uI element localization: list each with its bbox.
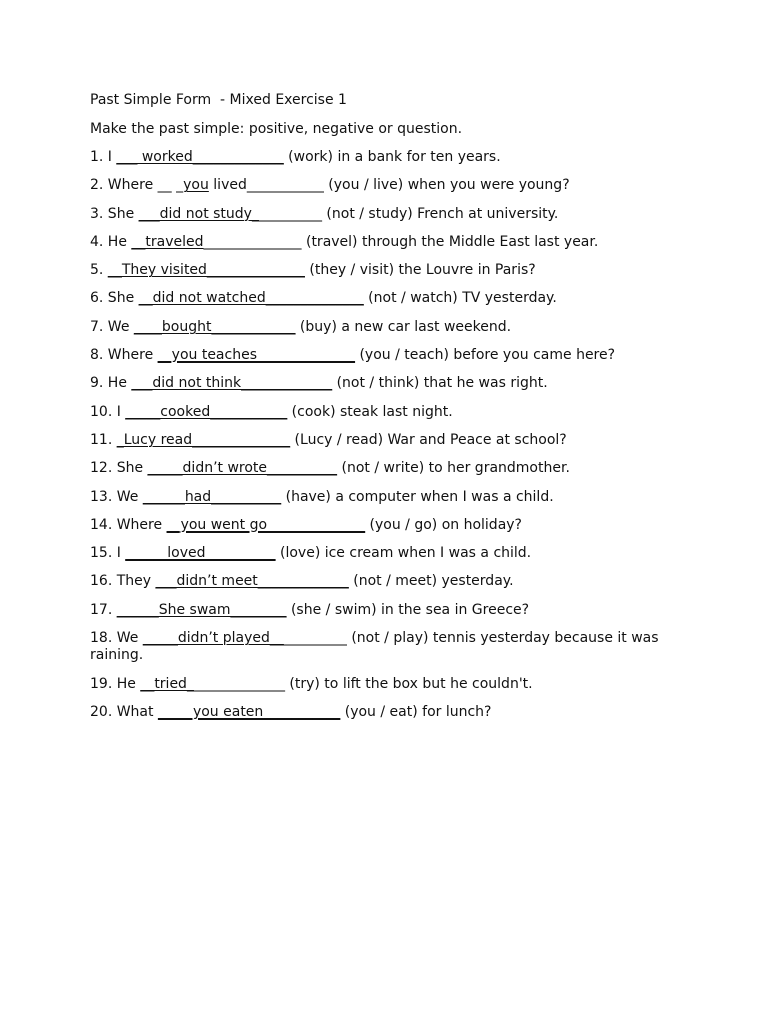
exercise-item xyxy=(90,573,680,590)
exercise-item xyxy=(90,676,680,693)
item-suffix: (you / eat) for lunch? xyxy=(340,704,492,721)
item-prefix: 19. He xyxy=(90,676,141,693)
answer-blank: __tried_ xyxy=(140,676,194,693)
exercise-item xyxy=(90,602,680,619)
item-suffix: lived___________ (you / live) when you were young? xyxy=(208,177,570,194)
exercise-item xyxy=(90,234,680,251)
item-suffix: (not / meet) yesterday. xyxy=(348,573,514,590)
answer-blank: you xyxy=(183,177,209,194)
answer-blank: ______loved__________ xyxy=(125,545,276,562)
instructions: Make the past simple: positive, negative or question. xyxy=(90,121,463,137)
item-prefix: 20. What xyxy=(90,704,158,721)
answer-blank: ___didn’t meet_____________ xyxy=(155,573,349,590)
answer-blank: _____didn’t wrote__________ xyxy=(147,460,338,477)
exercise-item xyxy=(90,704,680,721)
item-suffix: (you / go) on holiday? xyxy=(365,516,522,533)
item-suffix: (buy) a new car last weekend. xyxy=(295,318,512,335)
worksheet-title: Past Simple Form - Mixed Exercise 1 xyxy=(90,92,347,108)
exercise-item xyxy=(90,545,680,562)
exercise-item xyxy=(90,290,680,307)
item-prefix: 10. I xyxy=(90,403,126,420)
exercise-item xyxy=(90,432,680,449)
answer-blank: ____bought____________ xyxy=(133,318,296,335)
item-prefix: 8. Where xyxy=(90,347,158,364)
item-suffix: ______________ (travel) through the Middle East last year. xyxy=(203,233,599,250)
answer-blank: __you went go______________ xyxy=(166,516,366,533)
exercise-item xyxy=(90,206,680,223)
item-prefix: 2. Where __ _ xyxy=(90,177,184,194)
item-prefix: 16. They xyxy=(90,573,156,590)
item-suffix: (not / watch) TV yesterday. xyxy=(363,290,557,307)
item-prefix: 14. Where xyxy=(90,516,167,533)
item-prefix: 5. xyxy=(90,262,108,279)
exercise-item xyxy=(90,489,680,506)
item-suffix: (cook) steak last night. xyxy=(287,403,453,420)
item-prefix: 15. I xyxy=(90,545,126,562)
exercise-item xyxy=(90,149,680,166)
answer-blank: ___did not study_ xyxy=(138,205,259,222)
item-suffix: (work) in a bank for ten years. xyxy=(283,149,501,165)
item-suffix: (Lucy / read) War and Peace at school? xyxy=(290,431,567,448)
item-prefix: 9. He xyxy=(90,375,132,392)
answer-blank: __you teaches______________ xyxy=(157,347,355,364)
item-prefix: 7. We xyxy=(90,318,134,335)
item-suffix: _____________ (try) to lift the box but he couldn't. xyxy=(193,676,533,693)
answer-blank: _Lucy read______________ xyxy=(116,431,291,448)
answer-blank: __They visited______________ xyxy=(107,262,305,279)
item-prefix: 3. She xyxy=(90,205,139,222)
item-suffix: (you / teach) before you came here? xyxy=(355,347,616,364)
item-suffix: (love) ice cream when I was a child. xyxy=(275,545,532,562)
exercise-item xyxy=(90,460,680,477)
item-prefix: 12. She xyxy=(90,460,148,477)
worksheet-page xyxy=(90,92,680,733)
item-prefix: 18. We xyxy=(90,630,143,647)
item-prefix: 6. She xyxy=(90,290,139,307)
exercise-item xyxy=(90,262,680,279)
item-prefix: 17. xyxy=(90,601,117,618)
item-suffix: (have) a computer when I was a child. xyxy=(281,488,554,505)
answer-blank: _____you eaten___________ xyxy=(157,704,341,721)
answer-blank: ______She swam________ xyxy=(116,601,287,618)
exercise-item xyxy=(90,177,680,194)
item-suffix: (they / visit) the Louvre in Paris? xyxy=(304,262,536,279)
answer-blank: ______had__________ xyxy=(142,488,282,505)
exercise-item xyxy=(90,517,680,534)
item-suffix: _________ (not / study) French at university. xyxy=(258,205,559,222)
answer-blank: _____cooked___________ xyxy=(125,403,288,420)
answer-blank: ___did not think_____________ xyxy=(131,375,333,392)
item-suffix: (not / think) that he was right. xyxy=(332,375,548,392)
exercise-item xyxy=(90,404,680,421)
item-suffix: _________ (not / play) tennis yesterday because it was raining. xyxy=(90,630,659,664)
item-prefix: 13. We xyxy=(90,488,143,505)
item-suffix: (not / write) to her grandmother. xyxy=(337,460,570,477)
item-suffix: (she / swim) in the sea in Greece? xyxy=(286,601,530,618)
answer-blank: ___ worked_____________ xyxy=(116,149,284,165)
answer-blank: __traveled xyxy=(131,233,204,250)
exercise-item xyxy=(90,347,680,364)
item-prefix: 4. He xyxy=(90,233,132,250)
exercise-item xyxy=(90,319,680,336)
item-prefix: 11. xyxy=(90,431,117,448)
answer-blank: _____didn’t played__ xyxy=(142,630,284,647)
item-prefix: 1. I xyxy=(90,149,117,165)
exercise-item xyxy=(90,375,680,392)
exercise-item xyxy=(90,630,680,664)
answer-blank: __did not watched______________ xyxy=(138,290,364,307)
exercise-list xyxy=(90,149,680,721)
